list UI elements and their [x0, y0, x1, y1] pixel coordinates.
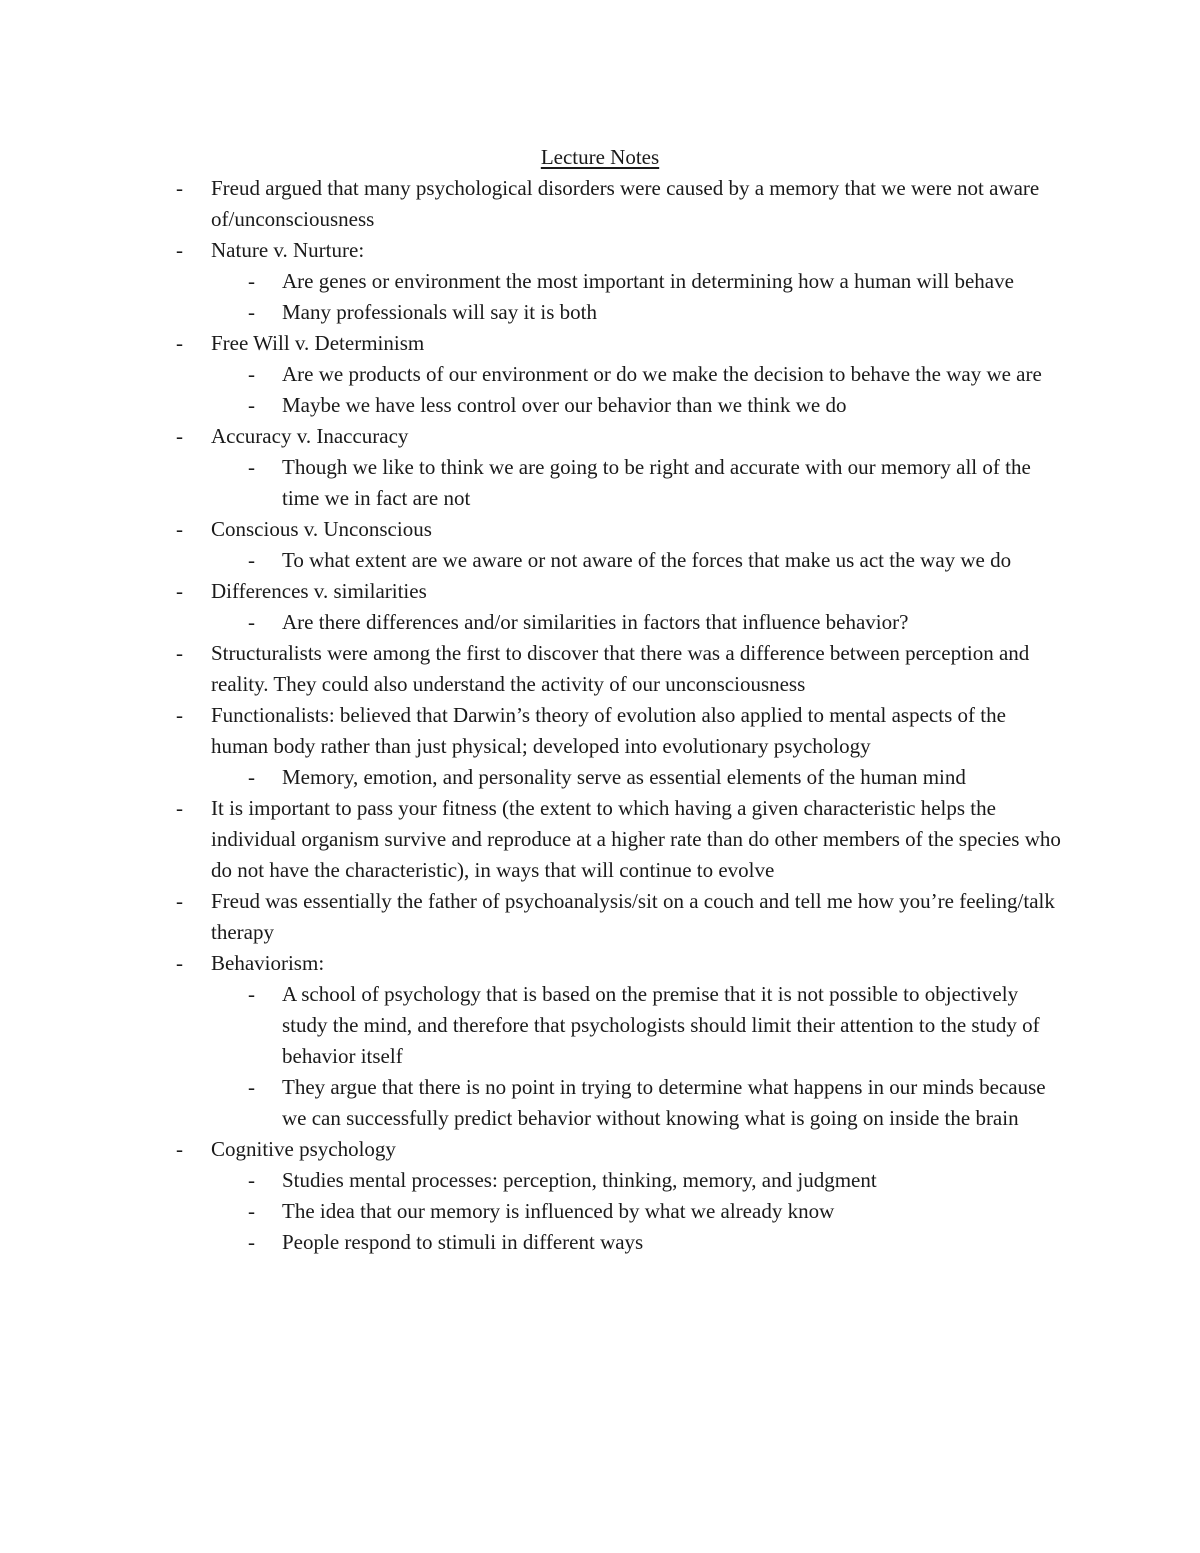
sub-list-item: [0, 452, 1062, 514]
list-item: [0, 235, 1061, 266]
list-item-text: Behaviorism:: [211, 951, 325, 975]
bullet-dash: -: [176, 641, 183, 665]
sub-list-item: [0, 1072, 1062, 1134]
bullet-dash: -: [176, 703, 183, 727]
bullet-dash: -: [248, 982, 255, 1006]
bullet-dash: -: [176, 889, 183, 913]
list-item-text: It is important to pass your fitness (the extent to which having a given characteristic helps the individual organism survive and reproduce at a higher rate than do other members of the species who do not have the characteristic), in ways that will continue to evolve: [211, 796, 1061, 882]
list-item-text: Differences v. similarities: [211, 579, 427, 603]
list-item-text: Many professionals will say it is both: [282, 300, 597, 324]
list-item-text: Conscious v. Unconscious: [211, 517, 432, 541]
list-item: [0, 173, 1061, 235]
sub-list-item: [0, 1227, 1062, 1258]
sub-list-item: [0, 762, 1062, 793]
list-item-text: Cognitive psychology: [211, 1137, 396, 1161]
list-item-text: Maybe we have less control over our behavior than we think we do: [282, 393, 847, 417]
bullet-dash: -: [248, 1230, 255, 1254]
bullet-dash: -: [248, 765, 255, 789]
bullet-dash: -: [248, 362, 255, 386]
bullet-dash: -: [176, 238, 183, 262]
list-item: [0, 638, 1061, 700]
sub-list-item: [0, 545, 1062, 576]
list-item-text: Memory, emotion, and personality serve as essential elements of the human mind: [282, 765, 966, 789]
bullet-dash: -: [176, 796, 183, 820]
list-item-text: A school of psychology that is based on the premise that it is not possible to objectively study the mind, and therefore that psychologists should limit their attention to the study of behavior itself: [282, 982, 1040, 1068]
list-item-text: Functionalists: believed that Darwin’s theory of evolution also applied to mental aspects of the human body rather than just physical; developed into evolutionary psychology: [211, 703, 1006, 758]
list-item: [0, 1134, 1061, 1165]
list-item-text: The idea that our memory is influenced by what we already know: [282, 1199, 835, 1223]
list-item-text: People respond to stimuli in different ways: [282, 1230, 644, 1254]
list-item-text: Freud argued that many psychological disorders were caused by a memory that we were not aware of/unconsciousness: [211, 176, 1040, 231]
bullet-dash: -: [176, 331, 183, 355]
list-item: [0, 576, 1061, 607]
bullet-dash: -: [248, 1168, 255, 1192]
bullet-dash: -: [248, 1199, 255, 1223]
list-item-text: Structuralists were among the first to discover that there was a difference between perception and reality. They could also understand the activity of our unconsciousness: [211, 641, 1030, 696]
list-item: [0, 700, 1061, 762]
list-item-text: Are we products of our environment or do we make the decision to behave the way we are: [282, 362, 1042, 386]
list-item: [0, 514, 1061, 545]
bullet-dash: -: [248, 610, 255, 634]
bullet-dash: -: [176, 424, 183, 448]
sub-list-item: [0, 1196, 1062, 1227]
sub-list-item: [0, 359, 1062, 390]
list-item-text: They argue that there is no point in trying to determine what happens in our minds because we can successfully predict behavior without knowing what is going on inside the brain: [282, 1075, 1046, 1130]
bullet-dash: -: [248, 455, 255, 479]
list-item-text: To what extent are we aware or not aware of the forces that make us act the way we do: [282, 548, 1012, 572]
list-item: [0, 948, 1061, 979]
bullet-dash: -: [176, 1137, 183, 1161]
list-item: [0, 328, 1061, 359]
list-item-text: Are genes or environment the most important in determining how a human will behave: [282, 269, 1014, 293]
notes-list: [0, 173, 1200, 1258]
bullet-dash: -: [176, 176, 183, 200]
list-item: [0, 793, 1061, 886]
bullet-dash: -: [248, 300, 255, 324]
list-item-text: Are there differences and/or similarities in factors that influence behavior?: [282, 610, 909, 634]
page-title: Lecture Notes: [540, 145, 660, 169]
bullet-dash: -: [248, 1075, 255, 1099]
list-item: [0, 421, 1061, 452]
list-item-text: Free Will v. Determinism: [211, 331, 425, 355]
list-item-text: Accuracy v. Inaccuracy: [211, 424, 409, 448]
bullet-dash: -: [176, 579, 183, 603]
bullet-dash: -: [248, 393, 255, 417]
list-item-text: Studies mental processes: perception, thinking, memory, and judgment: [282, 1168, 877, 1192]
list-item: [0, 886, 1061, 948]
sub-list-item: [0, 390, 1062, 421]
sub-list-item: [0, 979, 1062, 1072]
sub-list-item: [0, 607, 1062, 638]
bullet-dash: -: [248, 269, 255, 293]
sub-list-item: [0, 1165, 1062, 1196]
list-item-text: Freud was essentially the father of psychoanalysis/sit on a couch and tell me how you’re feeling/talk therapy: [211, 889, 1055, 944]
list-item-text: Nature v. Nurture:: [211, 238, 365, 262]
sub-list-item: [0, 266, 1062, 297]
sub-list-item: [0, 297, 1062, 328]
bullet-dash: -: [176, 517, 183, 541]
bullet-dash: -: [248, 548, 255, 572]
bullet-dash: -: [176, 951, 183, 975]
list-item-text: Though we like to think we are going to be right and accurate with our memory all of the time we in fact are not: [282, 455, 1031, 510]
